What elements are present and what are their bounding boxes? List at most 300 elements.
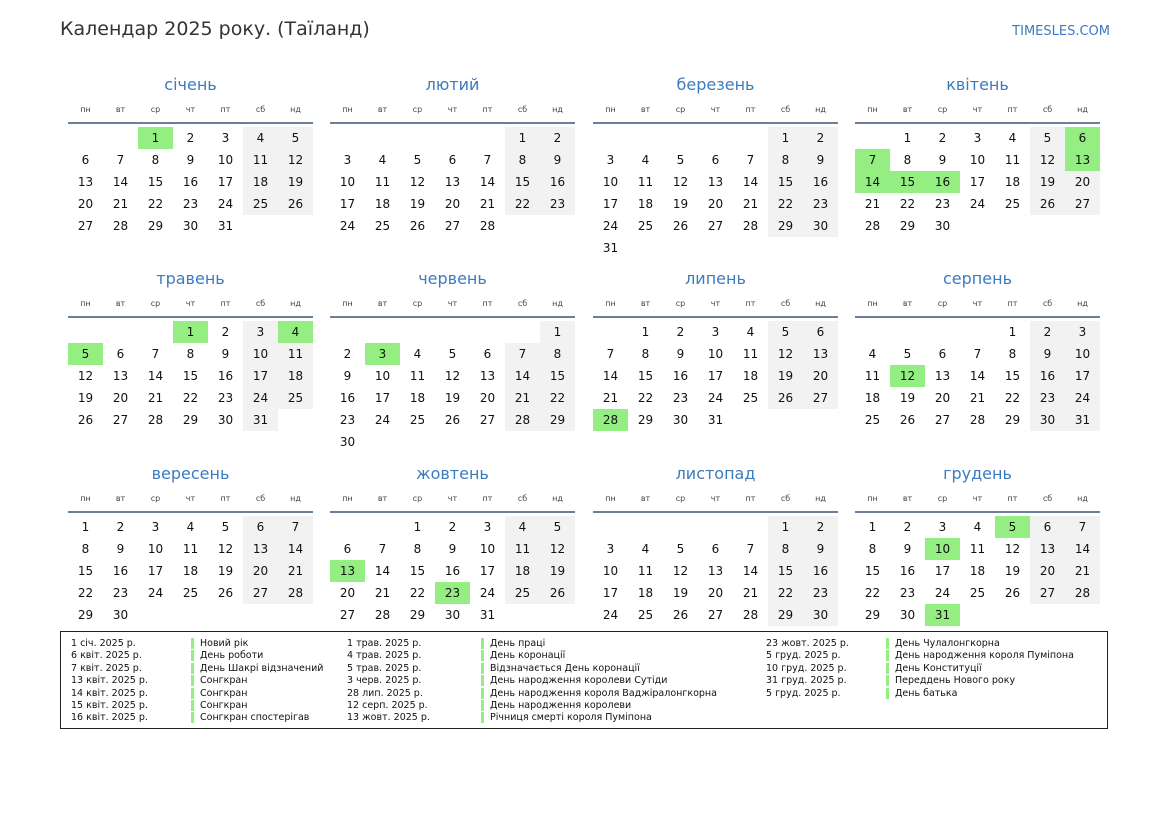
weekday-label: пн — [605, 105, 616, 114]
day-cell: 18 — [864, 391, 881, 405]
holiday-date: 23 жовт. 2025 р. — [766, 638, 849, 649]
day-cell: 19 — [899, 391, 916, 405]
day-cell: 6 — [116, 347, 125, 361]
day-cell: 29 — [899, 219, 916, 233]
day-cell: 22 — [77, 586, 94, 600]
holiday-name: День Шакрі відзначений — [191, 663, 323, 674]
day-cell: 18 — [1004, 175, 1021, 189]
holiday-day-cell: 6 — [1065, 127, 1100, 149]
holiday-day-cell: 10 — [925, 538, 960, 560]
day-cell: 26 — [540, 582, 575, 604]
weekday-label: вт — [902, 494, 913, 503]
day-cell: 2 — [903, 520, 912, 534]
day-cell: 4 — [1008, 131, 1017, 145]
day-cell: 1 — [413, 520, 422, 534]
day-cell: 18 — [742, 369, 759, 383]
day-cell: 11 — [637, 564, 654, 578]
day-cell: 27 — [444, 219, 461, 233]
holiday-day-cell: 23 — [435, 582, 470, 604]
day-cell: 13 — [707, 175, 724, 189]
weekday-label: чт — [447, 494, 458, 503]
weekday-label: вт — [115, 105, 126, 114]
day-cell: 24 — [707, 391, 724, 405]
day-cell: 28 — [479, 219, 496, 233]
day-cell: 9 — [803, 538, 838, 560]
day-cell: 29 — [147, 219, 164, 233]
day-cell: 22 — [768, 582, 803, 604]
weekday-label: чт — [447, 105, 458, 114]
day-cell: 21 — [864, 197, 881, 211]
day-cell: 16 — [540, 171, 575, 193]
holiday-date: 7 квіт. 2025 р. — [71, 662, 142, 674]
weekday-label: пт — [1007, 299, 1018, 308]
holiday-date: 3 черв. 2025 р. — [347, 675, 422, 687]
day-cell: 26 — [672, 608, 689, 622]
day-cell: 19 — [217, 564, 234, 578]
day-cell: 11 — [278, 343, 313, 365]
day-cell: 21 — [742, 586, 759, 600]
day-cell: 6 — [1030, 516, 1065, 538]
weekday-label: чт — [972, 299, 983, 308]
day-cell: 9 — [803, 149, 838, 171]
day-cell: 17 — [479, 564, 496, 578]
holiday-day-cell: 1 — [138, 127, 173, 149]
day-cell: 19 — [672, 197, 689, 211]
day-cell: 15 — [1004, 369, 1021, 383]
weekday-label: нд — [290, 299, 301, 308]
day-cell: 10 — [1065, 343, 1100, 365]
month-name: червень — [418, 269, 487, 288]
day-cell: 5 — [278, 127, 313, 149]
holiday-date: 15 квіт. 2025 р. — [71, 699, 148, 711]
day-cell: 14 — [374, 564, 391, 578]
day-cell: 6 — [938, 347, 947, 361]
weekday-label: сб — [780, 299, 791, 308]
day-cell: 16 — [672, 369, 689, 383]
day-cell: 20 — [77, 197, 94, 211]
day-cell: 29 — [768, 215, 803, 237]
weekday-label: пт — [1007, 105, 1018, 114]
day-cell: 5 — [221, 520, 230, 534]
day-cell: 12 — [1030, 149, 1065, 171]
weekday-label: сб — [780, 105, 791, 114]
day-cell: 6 — [81, 153, 90, 167]
holiday-date: 31 груд. 2025 р. — [766, 675, 847, 687]
day-cell: 8 — [903, 153, 912, 167]
day-cell: 7 — [1065, 516, 1100, 538]
day-cell: 8 — [868, 542, 877, 556]
holiday-name: Новий рік — [191, 638, 248, 649]
day-cell: 4 — [505, 516, 540, 538]
day-cell: 2 — [540, 127, 575, 149]
day-cell: 6 — [483, 347, 492, 361]
page-title: Календар 2025 року. (Таїланд) — [60, 18, 370, 40]
holiday-day-cell: 16 — [925, 171, 960, 193]
day-cell: 20 — [339, 586, 356, 600]
day-cell: 24 — [479, 586, 496, 600]
day-cell: 3 — [1065, 321, 1100, 343]
day-cell: 7 — [483, 153, 492, 167]
day-cell: 13 — [444, 175, 461, 189]
day-cell: 1 — [1008, 325, 1017, 339]
day-cell: 27 — [803, 387, 838, 409]
day-cell: 8 — [768, 538, 803, 560]
weekday-label: пт — [745, 299, 756, 308]
day-cell: 25 — [182, 586, 199, 600]
day-cell: 13 — [243, 538, 278, 560]
holiday-date: 12 серп. 2025 р. — [347, 699, 428, 711]
day-cell: 21 — [479, 197, 496, 211]
day-cell: 3 — [343, 153, 352, 167]
weekday-label: ср — [937, 105, 948, 114]
day-cell: 13 — [934, 369, 951, 383]
day-cell: 8 — [505, 149, 540, 171]
day-cell: 19 — [444, 391, 461, 405]
day-cell: 25 — [243, 193, 278, 215]
holiday-day-cell: 5 — [68, 343, 103, 365]
month-name: квітень — [946, 75, 1009, 94]
day-cell: 18 — [969, 564, 986, 578]
day-cell: 4 — [413, 347, 422, 361]
month-divider — [330, 316, 575, 318]
weekday-label: пн — [867, 105, 878, 114]
day-cell: 7 — [278, 516, 313, 538]
day-cell: 26 — [444, 413, 461, 427]
day-cell: 28 — [864, 219, 881, 233]
month-divider — [855, 316, 1100, 318]
day-cell: 1 — [641, 325, 650, 339]
holiday-name: День Чулалонгкорна — [886, 638, 1000, 649]
day-cell: 19 — [768, 365, 803, 387]
day-cell: 25 — [409, 413, 426, 427]
day-cell: 11 — [505, 538, 540, 560]
day-cell: 23 — [112, 586, 129, 600]
holiday-name: День народження короля Пуміпона — [886, 650, 1074, 661]
weekday-label: чт — [710, 105, 721, 114]
day-cell: 6 — [711, 542, 720, 556]
weekday-label: чт — [972, 494, 983, 503]
weekday-label: чт — [710, 299, 721, 308]
day-cell: 9 — [938, 153, 947, 167]
day-cell: 21 — [147, 391, 164, 405]
holiday-date: 5 груд. 2025 р. — [766, 650, 841, 662]
day-cell: 26 — [672, 219, 689, 233]
weekday-label: ср — [675, 494, 686, 503]
day-cell: 30 — [899, 608, 916, 622]
weekday-label: вт — [377, 105, 388, 114]
weekday-label: вт — [377, 299, 388, 308]
day-cell: 8 — [81, 542, 90, 556]
day-cell: 10 — [339, 175, 356, 189]
month-divider — [593, 511, 838, 513]
day-cell: 10 — [147, 542, 164, 556]
weekday-label: нд — [1077, 494, 1088, 503]
day-cell: 8 — [641, 347, 650, 361]
weekday-label: сб — [517, 299, 528, 308]
day-cell: 20 — [1030, 560, 1065, 582]
day-cell: 24 — [339, 219, 356, 233]
weekday-label: чт — [972, 105, 983, 114]
day-cell: 17 — [243, 365, 278, 387]
day-cell: 29 — [77, 608, 94, 622]
day-cell: 14 — [479, 175, 496, 189]
day-cell: 25 — [742, 391, 759, 405]
weekday-label: пт — [1007, 494, 1018, 503]
day-cell: 6 — [711, 153, 720, 167]
day-cell: 25 — [505, 582, 540, 604]
day-cell: 27 — [707, 219, 724, 233]
day-cell: 19 — [278, 171, 313, 193]
day-cell: 2 — [938, 131, 947, 145]
day-cell: 2 — [1030, 321, 1065, 343]
day-cell: 5 — [413, 153, 422, 167]
day-cell: 2 — [448, 520, 457, 534]
day-cell: 21 — [602, 391, 619, 405]
day-cell: 2 — [186, 131, 195, 145]
day-cell: 19 — [672, 586, 689, 600]
day-cell: 11 — [864, 369, 881, 383]
day-cell: 14 — [278, 538, 313, 560]
day-cell: 1 — [768, 127, 803, 149]
holiday-date: 13 квіт. 2025 р. — [71, 675, 148, 687]
day-cell: 25 — [864, 413, 881, 427]
day-cell: 22 — [864, 586, 881, 600]
day-cell: 20 — [934, 391, 951, 405]
holiday-date: 5 груд. 2025 р. — [766, 687, 841, 699]
day-cell: 22 — [768, 193, 803, 215]
day-cell: 27 — [77, 219, 94, 233]
month-name: травень — [156, 269, 225, 288]
day-cell: 22 — [899, 197, 916, 211]
day-cell: 4 — [641, 153, 650, 167]
day-cell: 17 — [934, 564, 951, 578]
holiday-name: День народження королеви Сутіди — [481, 675, 667, 686]
month-divider — [593, 122, 838, 124]
holiday-date: 1 січ. 2025 р. — [71, 638, 136, 649]
day-cell: 29 — [540, 409, 575, 431]
month-divider — [330, 122, 575, 124]
day-cell: 1 — [540, 321, 575, 343]
day-cell: 20 — [444, 197, 461, 211]
day-cell: 24 — [217, 197, 234, 211]
month-name: березень — [676, 75, 755, 94]
day-cell: 5 — [540, 516, 575, 538]
day-cell: 11 — [1004, 153, 1021, 167]
day-cell: 17 — [602, 586, 619, 600]
weekday-label: пн — [867, 494, 878, 503]
weekday-label: пт — [482, 494, 493, 503]
day-cell: 17 — [339, 197, 356, 211]
weekday-label: нд — [1077, 105, 1088, 114]
day-cell: 12 — [217, 542, 234, 556]
weekday-label: пн — [80, 494, 91, 503]
weekday-label: пт — [482, 105, 493, 114]
day-cell: 25 — [637, 608, 654, 622]
weekday-label: пн — [605, 494, 616, 503]
day-cell: 29 — [768, 604, 803, 626]
day-cell: 9 — [221, 347, 230, 361]
holiday-name: День народження королеви — [481, 700, 631, 711]
holiday-day-cell: 28 — [593, 409, 628, 431]
holiday-name: День праці — [481, 638, 545, 649]
weekday-label: ср — [675, 299, 686, 308]
day-cell: 31 — [707, 413, 724, 427]
holiday-day-cell: 14 — [855, 171, 890, 193]
day-cell: 21 — [969, 391, 986, 405]
weekday-label: нд — [1077, 299, 1088, 308]
day-cell: 23 — [339, 413, 356, 427]
day-cell: 22 — [1004, 391, 1021, 405]
weekday-label: вт — [902, 299, 913, 308]
day-cell: 27 — [112, 413, 129, 427]
day-cell: 30 — [934, 219, 951, 233]
holiday-date: 16 квіт. 2025 р. — [71, 712, 148, 724]
month-divider — [68, 122, 313, 124]
weekday-label: сб — [255, 299, 266, 308]
day-cell: 28 — [278, 582, 313, 604]
day-cell: 26 — [1004, 586, 1021, 600]
site-link[interactable]: TIMESLES.COM — [1012, 24, 1110, 39]
day-cell: 2 — [221, 325, 230, 339]
day-cell: 16 — [444, 564, 461, 578]
weekday-label: ср — [150, 299, 161, 308]
day-cell: 23 — [803, 193, 838, 215]
day-cell: 25 — [969, 586, 986, 600]
day-cell: 26 — [899, 413, 916, 427]
holiday-date: 4 трав. 2025 р. — [347, 650, 422, 662]
day-cell: 23 — [217, 391, 234, 405]
day-cell: 14 — [742, 175, 759, 189]
day-cell: 24 — [602, 219, 619, 233]
month-name: січень — [164, 75, 217, 94]
weekday-label: сб — [1042, 494, 1053, 503]
holiday-day-cell: 13 — [330, 560, 365, 582]
day-cell: 15 — [637, 369, 654, 383]
holiday-name: Переддень Нового року — [886, 675, 1015, 686]
day-cell: 30 — [1030, 409, 1065, 431]
day-cell: 24 — [374, 413, 391, 427]
day-cell: 20 — [112, 391, 129, 405]
day-cell: 3 — [151, 520, 160, 534]
day-cell: 19 — [409, 197, 426, 211]
day-cell: 23 — [540, 193, 575, 215]
day-cell: 25 — [374, 219, 391, 233]
day-cell: 28 — [505, 409, 540, 431]
weekday-label: сб — [517, 105, 528, 114]
day-cell: 26 — [278, 193, 313, 215]
weekday-label: вт — [902, 105, 913, 114]
month-name: лютий — [425, 75, 480, 94]
day-cell: 3 — [243, 321, 278, 343]
day-cell: 30 — [803, 215, 838, 237]
day-cell: 14 — [505, 365, 540, 387]
weekday-label: пт — [220, 299, 231, 308]
day-cell: 3 — [221, 131, 230, 145]
holiday-name: Сонгкран — [191, 688, 247, 699]
day-cell: 12 — [540, 538, 575, 560]
day-cell: 23 — [899, 586, 916, 600]
day-cell: 15 — [505, 171, 540, 193]
weekday-label: нд — [290, 105, 301, 114]
weekday-label: нд — [815, 299, 826, 308]
weekday-label: нд — [815, 105, 826, 114]
day-cell: 14 — [1065, 538, 1100, 560]
holiday-day-cell: 1 — [173, 321, 208, 343]
day-cell: 16 — [112, 564, 129, 578]
day-cell: 7 — [151, 347, 160, 361]
day-cell: 23 — [1030, 387, 1065, 409]
holiday-day-cell: 13 — [1065, 149, 1100, 171]
day-cell: 14 — [147, 369, 164, 383]
holiday-name: Сонгкран — [191, 675, 247, 686]
day-cell: 12 — [672, 564, 689, 578]
day-cell: 9 — [343, 369, 352, 383]
holiday-day-cell: 15 — [890, 171, 925, 193]
month-name: липень — [685, 269, 746, 288]
day-cell: 10 — [217, 153, 234, 167]
month-name: листопад — [675, 464, 756, 483]
day-cell: 18 — [637, 197, 654, 211]
weekday-label: пн — [80, 105, 91, 114]
day-cell: 30 — [672, 413, 689, 427]
day-cell: 22 — [637, 391, 654, 405]
day-cell: 18 — [374, 197, 391, 211]
weekday-label: нд — [552, 494, 563, 503]
day-cell: 8 — [768, 149, 803, 171]
day-cell: 10 — [602, 564, 619, 578]
day-cell: 28 — [112, 219, 129, 233]
day-cell: 10 — [479, 542, 496, 556]
day-cell: 12 — [444, 369, 461, 383]
weekday-label: нд — [815, 494, 826, 503]
day-cell: 9 — [448, 542, 457, 556]
holiday-day-cell: 5 — [995, 516, 1030, 538]
day-cell: 27 — [1065, 193, 1100, 215]
day-cell: 7 — [746, 542, 755, 556]
day-cell: 11 — [742, 347, 759, 361]
day-cell: 22 — [540, 387, 575, 409]
day-cell: 11 — [409, 369, 426, 383]
day-cell: 1 — [81, 520, 90, 534]
day-cell: 24 — [147, 586, 164, 600]
day-cell: 22 — [147, 197, 164, 211]
day-cell: 10 — [374, 369, 391, 383]
day-cell: 20 — [803, 365, 838, 387]
day-cell: 28 — [147, 413, 164, 427]
weekday-label: пт — [745, 105, 756, 114]
weekday-label: ср — [412, 494, 423, 503]
day-cell: 2 — [116, 520, 125, 534]
day-cell: 2 — [803, 516, 838, 538]
day-cell: 15 — [409, 564, 426, 578]
day-cell: 12 — [672, 175, 689, 189]
day-cell: 18 — [637, 586, 654, 600]
holiday-date: 13 жовт. 2025 р. — [347, 712, 430, 724]
day-cell: 22 — [505, 193, 540, 215]
day-cell: 16 — [217, 369, 234, 383]
weekday-label: пт — [220, 494, 231, 503]
day-cell: 6 — [448, 153, 457, 167]
day-cell: 10 — [707, 347, 724, 361]
day-cell: 9 — [903, 542, 912, 556]
day-cell: 30 — [182, 219, 199, 233]
month-name: серпень — [943, 269, 1012, 288]
day-cell: 12 — [768, 343, 803, 365]
holiday-list — [60, 631, 1108, 729]
weekday-label: чт — [710, 494, 721, 503]
day-cell: 29 — [182, 413, 199, 427]
day-cell: 19 — [1030, 171, 1065, 193]
